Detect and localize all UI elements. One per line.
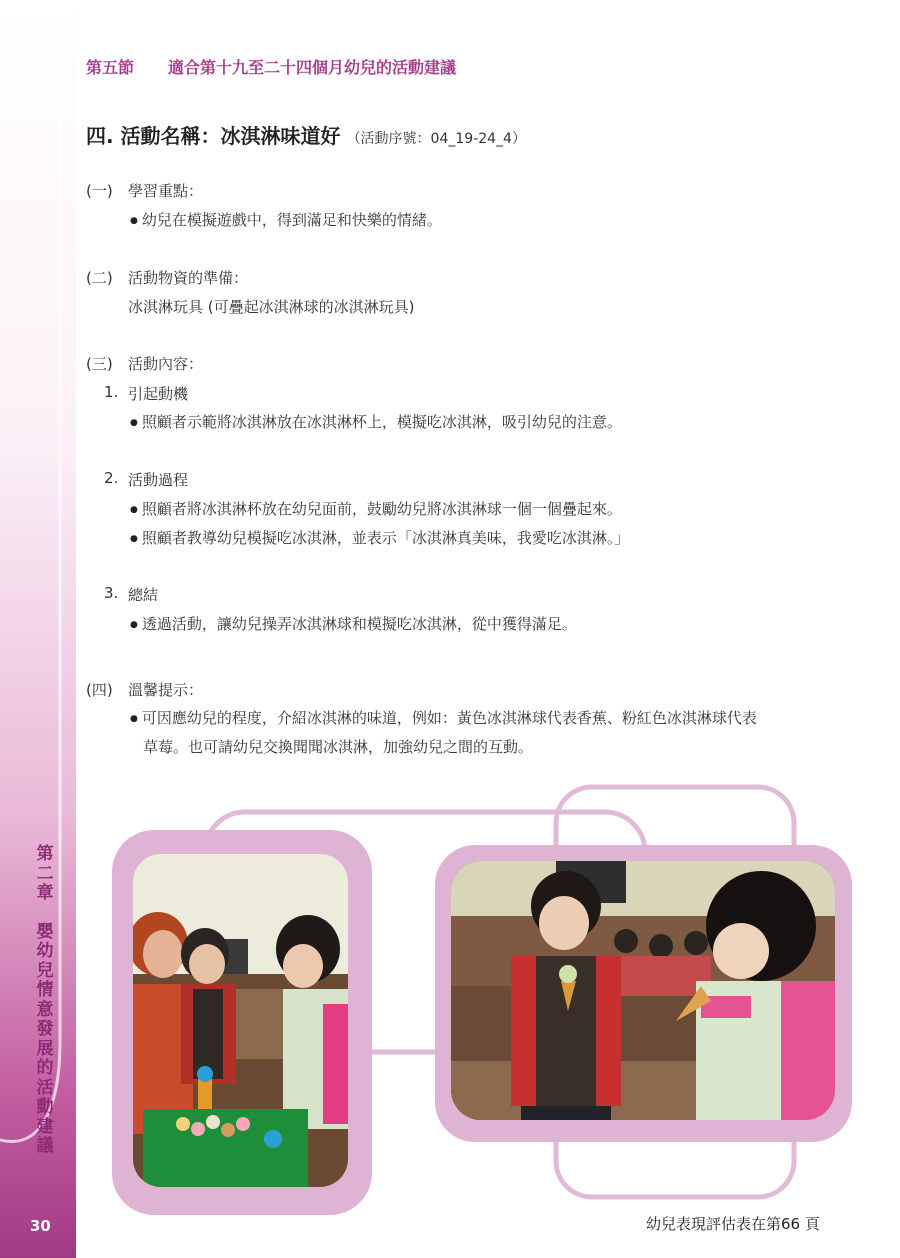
section-4-line-1: ● 可因應幼兒的程度，介紹冰淇淋的味道，例如：黃色冰淇淋球代表香蕉、粉紅色冰淇淋球代表 xyxy=(130,707,757,728)
step-2-bullet-1: ● 照顧者將冰淇淋杯放在幼兒面前，鼓勵幼兒將冰淇淋球一個一個疊起來。 xyxy=(130,498,622,519)
chapter-vertical-title: 第 二 章 嬰 幼 兒 情 意 發 展 的 活 動 建 議 xyxy=(36,844,54,1156)
step-1-number: 1. xyxy=(104,383,119,401)
step-3-number: 3. xyxy=(104,584,119,602)
section-1-label: (一) xyxy=(86,182,113,200)
step-3-bullet: ● 透過活動，讓幼兒操弄冰淇淋球和模擬吃冰淇淋，從中獲得滿足。 xyxy=(130,613,577,634)
section-2-label: (二) xyxy=(86,269,113,287)
photo-caregiver-ice-cream xyxy=(133,854,348,1187)
section-title: 適合第十九至二十四個月幼兒的活動建議 xyxy=(168,58,457,77)
section-2-text: 冰淇淋玩具 (可疊起冰淇淋球的冰淇淋玩具) xyxy=(128,298,415,316)
step-3-title: 總結 xyxy=(128,586,159,604)
step-1-title: 引起動機 xyxy=(128,385,189,403)
activity-code: （活動序號：04_19-24_4） xyxy=(346,131,526,147)
section-number: 第五節 xyxy=(86,58,135,77)
section-4-heading: 溫馨提示： xyxy=(128,681,204,699)
section-1-heading: 學習重點： xyxy=(128,182,204,200)
section-3-label: (三) xyxy=(86,355,113,373)
activity-name: 四. 活動名稱：冰淇淋味道好 xyxy=(86,124,341,148)
assessment-reference-note: 幼兒表現評估表在第66 頁 xyxy=(646,1215,820,1233)
section-3-heading: 活動內容： xyxy=(128,355,204,373)
section-2-heading: 活動物資的準備： xyxy=(128,269,249,287)
page-number: 30 xyxy=(30,1217,51,1235)
step-2-number: 2. xyxy=(104,469,119,487)
section-4-line-2: 草莓。也可請幼兒交換聞聞冰淇淋，加強幼兒之間的互動。 xyxy=(143,738,534,756)
step-1-bullet: ● 照顧者示範將冰淇淋放在冰淇淋杯上，模擬吃冰淇淋，吸引幼兒的注意。 xyxy=(130,411,622,432)
step-2-bullet-2: ● 照顧者教導幼兒模擬吃冰淇淋，並表示「冰淇淋真美味，我愛吃冰淇淋。」 xyxy=(130,527,629,548)
section-1-bullet: ● 幼兒在模擬遊戲中，得到滿足和快樂的情緒。 xyxy=(130,209,442,230)
section-4-label: (四) xyxy=(86,681,113,699)
step-2-title: 活動過程 xyxy=(128,471,189,489)
photo-children-ice-cream xyxy=(451,861,835,1120)
